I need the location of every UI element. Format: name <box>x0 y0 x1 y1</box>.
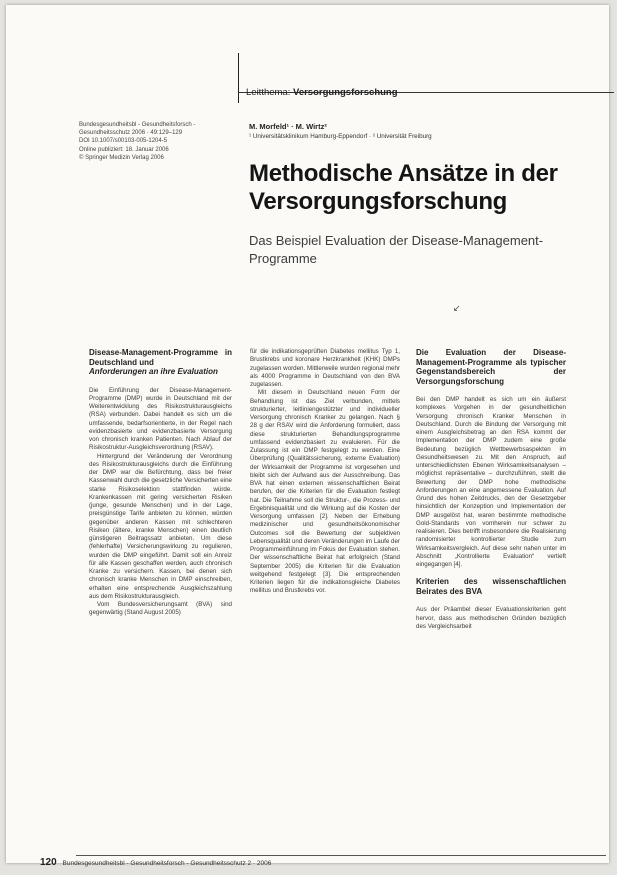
paragraph: Die Einführung der Disease-Management-Programme (DMP) wurde in Deutschland mit der Weiterentwicklung des Risikostrukturausgleichs (RSA) verbunden. Dabei handelt es sich um die umfassende, bedarfsorientierte, in der Regel nach evidenzbasierte und evidenzbasierte Versorgung von chronisch kranken Patienten. Nach Ablauf der Risikostruktur-Ausgleichsverordnung (RSAV). <box>89 386 232 452</box>
rubric-label: Leitthema: <box>246 87 291 98</box>
decorative-mark-icon: ↙ <box>453 303 461 313</box>
footer-text: Bundesgesundheitsbl - Gesundheitsforsch - Gesundheitsschutz 2 · 2006 <box>62 860 272 867</box>
paragraph: für die indikationsgeprüften Diabetes mellitus Typ 1, Brustkrebs und koronare Herzkrankheit (KHK) DMPs zugelassen worden. Mittlerweile wurden regional mehr als 4000 Programme in Deutschland von den BVA zugelassen. <box>250 348 400 388</box>
paragraph: Aus der Präambel dieser Evaluationskriterien geht hervor, dass aus methodischen Gründen bezüglich des Vergleichsarbeit <box>416 606 566 630</box>
article-title: Methodische Ansätze in der Versorgungsforschung <box>249 160 558 215</box>
column-2 <box>250 348 400 596</box>
article-subtitle: Das Beispiel Evaluation der Disease-Management-Programme <box>249 233 544 266</box>
meta-line: DOI 10.1007/s00103-005-1204-5 <box>79 138 168 145</box>
section-heading <box>89 348 232 377</box>
rubric <box>246 87 398 98</box>
journal-page <box>6 5 609 868</box>
meta-line: Online publiziert: 18. Januar 2006 <box>79 146 169 153</box>
section-heading: Kriterien des wissenschaftlichen Beirates des BVA <box>416 577 566 596</box>
page-number: 120 <box>40 857 57 868</box>
column-3 <box>416 348 566 631</box>
column-1 <box>89 348 232 618</box>
section-heading-italic: Anforderungen an ihre Evaluation <box>89 367 218 376</box>
meta-line: Bundesgesundheitsbl - Gesundheitsforsch - <box>79 122 196 128</box>
section-heading-text: Disease-Management-Programme in Deutschland und <box>89 348 232 367</box>
paragraph: Vom Bundesversicherungsamt (BVA) sind gegenwärtig (Stand August 2005) <box>89 601 232 617</box>
rubric-topic: Versorgungsforschung <box>293 87 398 98</box>
paragraph: Bei den DMP handelt es sich um ein äußerst komplexes Vorgehen in der gesundheitlichen Versorgung chronisch Kranker Menschen in Deutschland. Durch die Bindung der Versorgung mit einem Ausgleichsbetrag an den RSA kommt der Implementation der DMP zudem eine große Bedeutung bezüglich Wettbewerbsaspekten im Gesundheitswesen zu. Mit den Anspruch, auf unterschiedlichsten Ebenen Wirksamkeitsanalysen – möglichst repräsentative – durchzuführen, stellt die Bewertung der DMP hohe methodische Anforderungen an eine angemessene Evaluation. Auf Grund des hohen Zeitdrucks, den der Gesetzgeber hinsichtlich der Konzeption und Implementation der DMP ausgelöst hat, waren bestimmte methodische Gold-Standards von vornherein nur schwer zu realisieren. Dies betrifft insbesondere die Realisierung randomisierter kontrollierter Studie zum Wirksamkeitsvergleich. Auf diese sehr nahen unter im Abschnitt „Kontrollierte Evaluation“ vertieft eingegangen [4]. <box>416 396 566 568</box>
paragraph: Mit diesem in Deutschland neuen Form der Behandlung ist das Ziel verbunden, mittels strukturierter, leitliniengestützter und individueller Versorgung chronisch Kranker zu gelangen. Nach § 28 g der RSAV wird die Anforderung formuliert, dass diese strukturierten Behandlungsprogramme umfassend evidenzbasiert zu evaluieren. Für die Zulassung ist ein DMP festgelegt zu werden. Eine Überprüfung (Qualitätssicherung, externe Evaluation) der Wirksamkeit der Programme ist vorgesehen und bleibt sich der Aufwand aus der Ausschreibung. Das BVA hat einen externen wissenschaftlichen Beirat berufen, der die Kriterien für die Evaluation festlegt hat. Die Teilnahme soll die Struktur-, die Prozess- und Ergebnisqualität und die Wirkung auf die Kosten der Versorgung umfassen [2]. Neben der Erhebung medizinischer und gesundheitsökonomischer Outcomes soll die Bewertung der subjektiven Lebensqualität und deren Veränderungen im Laufe der Programmeinführung im Fokus der Evaluation stehen. Der wissenschaftliche Beirat hat erfolgreich (Stand September 2005) die Kriterien für die Evaluation weitgehend festgelegt [3]. Die entsprechenden Kriterien liegen für die indikationsgleiche Diabetes mellitus und Brustkrebs vor. <box>250 389 400 595</box>
authors: M. Morfeld¹ · M. Wirtz² <box>249 122 327 131</box>
meta-line: © Springer Medizin Verlag 2006 <box>79 154 164 161</box>
affiliation: ¹ Universitätsklinikum Hamburg-Eppendorf · ² Universität Freiburg <box>249 133 432 140</box>
page-footer <box>40 857 271 868</box>
publication-meta <box>79 121 229 162</box>
footer-rule <box>76 855 606 856</box>
section-heading: Die Evaluation der Disease-Management-Programme als typischer Gegenstandsbereich der Versorgungsforschung <box>416 348 566 386</box>
header-vertical-rule <box>238 53 239 103</box>
paragraph: Hintergrund der Veränderung der Verordnung des Risikostrukturausgleichs durch die Einführung der DMP war die Befürchtung, dass bei freier Kassenwahl durch die gesetzliche Versicherten eine starke Risikoselektion stattfinden würde. Krankenkassen mit gering versicherten Risiken (junge, gesunde Menschen) und in der Lage, preisgünstige Tarife anbieten zu können, würden gegenüber anderen Kassen mit schlechteren Risiken (ältere, kranke Menschen) einen deutlich günstigeren Beitragssatz anbieten. Um diese (fehlerhafte) Versicherungswirkung zu regulieren, wurden die DMP eingeführt. Damit soll ein Anreiz für alle Kassen geschaffen werden, auch chronisch Kranke zu versichern. Kassen, bei denen sich chronisch kranke Menschen in DMP einschreiben, erhalten eine entsprechende Ausgleichszahlung aus dem Risikostrukturausgleich. <box>89 452 232 600</box>
meta-line: Gesundheitsschutz 2006 · 49:129–129 <box>79 130 183 137</box>
